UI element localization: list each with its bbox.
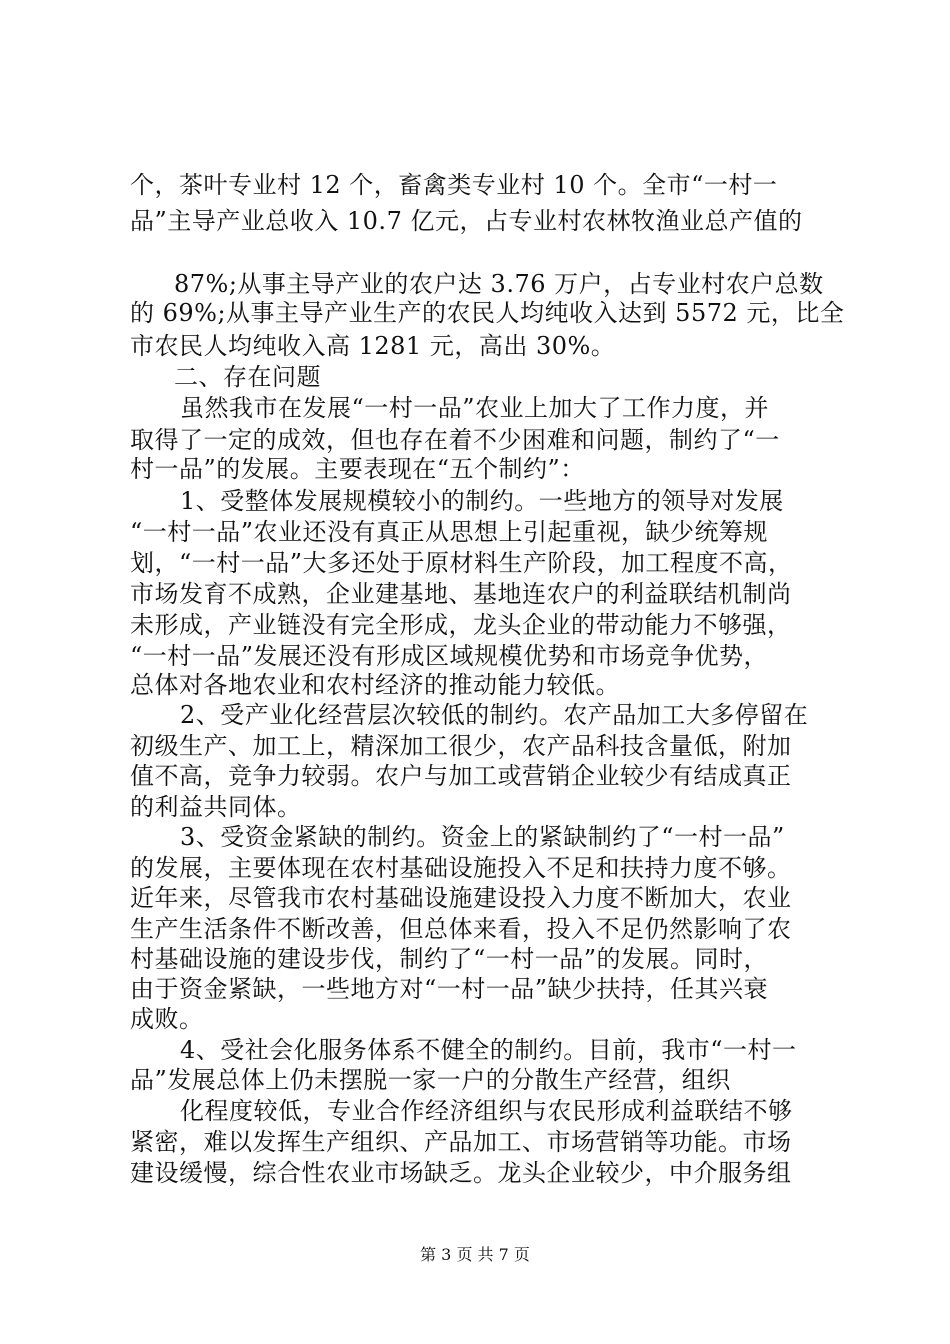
text-line: 的利益共同体。: [130, 793, 302, 821]
text-line: 建设缓慢，综合性农业市场缺乏。龙头企业较少，中介服务组: [130, 1159, 792, 1187]
text-line: 村一品”的发展。主要表现在“五个制约”：: [130, 455, 585, 483]
text-line: 2、受产业化经营层次较低的制约。农产品加工大多停留在: [180, 701, 809, 729]
text-line: 初级生产、加工上，精深加工很少，农产品科技含量低，附加: [130, 732, 792, 760]
text-line: 品”发展总体上仍未摆脱一家一户的分散生产经营，组织: [130, 1066, 731, 1094]
text-line: 虽然我市在发展“一村一品”农业上加大了工作力度，并: [180, 394, 770, 422]
text-line: 未形成，产业链没有完全形成，龙头企业的带动能力不够强，: [130, 611, 792, 639]
text-line: 个，茶叶专业村 12 个，畜禽类专业村 10 个。全市“一村一: [130, 171, 778, 199]
text-line: “一村一品”发展还没有形成区域规模优势和市场竞争优势，: [130, 642, 769, 670]
page-number: 第 3 页 共 7 页: [420, 1245, 530, 1264]
text-line: 由于资金紧缺，一些地方对“一村一品”缺少扶持，任其兴衰: [130, 975, 769, 1003]
text-line: 划，“一村一品”大多还处于原材料生产阶段，加工程度不高，: [130, 549, 793, 577]
text-line: 化程度较低，专业合作经济组织与农民形成利益联结不够: [180, 1097, 793, 1125]
text-line: 村基础设施的建设步伐，制约了“一村一品”的发展。同时，: [130, 945, 769, 973]
text-line: 的 69%;从事主导产业生产的农民人均纯收入达到 5572 元，比全: [130, 299, 845, 327]
text-line: 紧密，难以发挥生产组织、产品加工、市场营销等功能。市场: [130, 1128, 792, 1156]
text-line: “一村一品”农业还没有真正从思想上引起重视，缺少统筹规: [130, 518, 769, 546]
text-line: 值不高，竞争力较弱。农户与加工或营销企业较少有结成真正: [130, 762, 792, 790]
text-line: 总体对各地农业和农村经济的推动能力较低。: [130, 671, 620, 699]
text-line: 生产生活条件不断改善，但总体来看，投入不足仍然影响了农: [130, 915, 792, 943]
text-line: 品”主导产业总收入 10.7 亿元，占专业村农林牧渔业总产值的: [130, 207, 803, 235]
text-line: 市农民人均纯收入高 1281 元，高出 30%。: [130, 332, 616, 360]
text-line: 87%;从事主导产业的农户达 3.76 万户，占专业村农户总数: [174, 270, 824, 298]
text-line: 市场发育不成熟，企业建基地、基地连农户的利益联结机制尚: [130, 580, 792, 608]
text-line: 的发展，主要体现在农村基础设施投入不足和扶持力度不够。: [130, 854, 792, 882]
text-line: 1、受整体发展规模较小的制约。一些地方的领导对发展: [180, 487, 784, 515]
text-line: 成败。: [130, 1005, 204, 1033]
text-line: 4、受社会化服务体系不健全的制约。目前，我市“一村一: [180, 1036, 797, 1064]
section-heading: 二、存在问题: [174, 363, 321, 391]
text-line: 取得了一定的成效，但也存在着不少困难和问题，制约了“一: [130, 426, 780, 454]
text-line: 3、受资金紧缺的制约。资金上的紧缺制约了“一村一品”: [180, 823, 785, 851]
text-line: 近年来，尽管我市农村基础设施建设投入力度不断加大，农业: [130, 884, 792, 912]
